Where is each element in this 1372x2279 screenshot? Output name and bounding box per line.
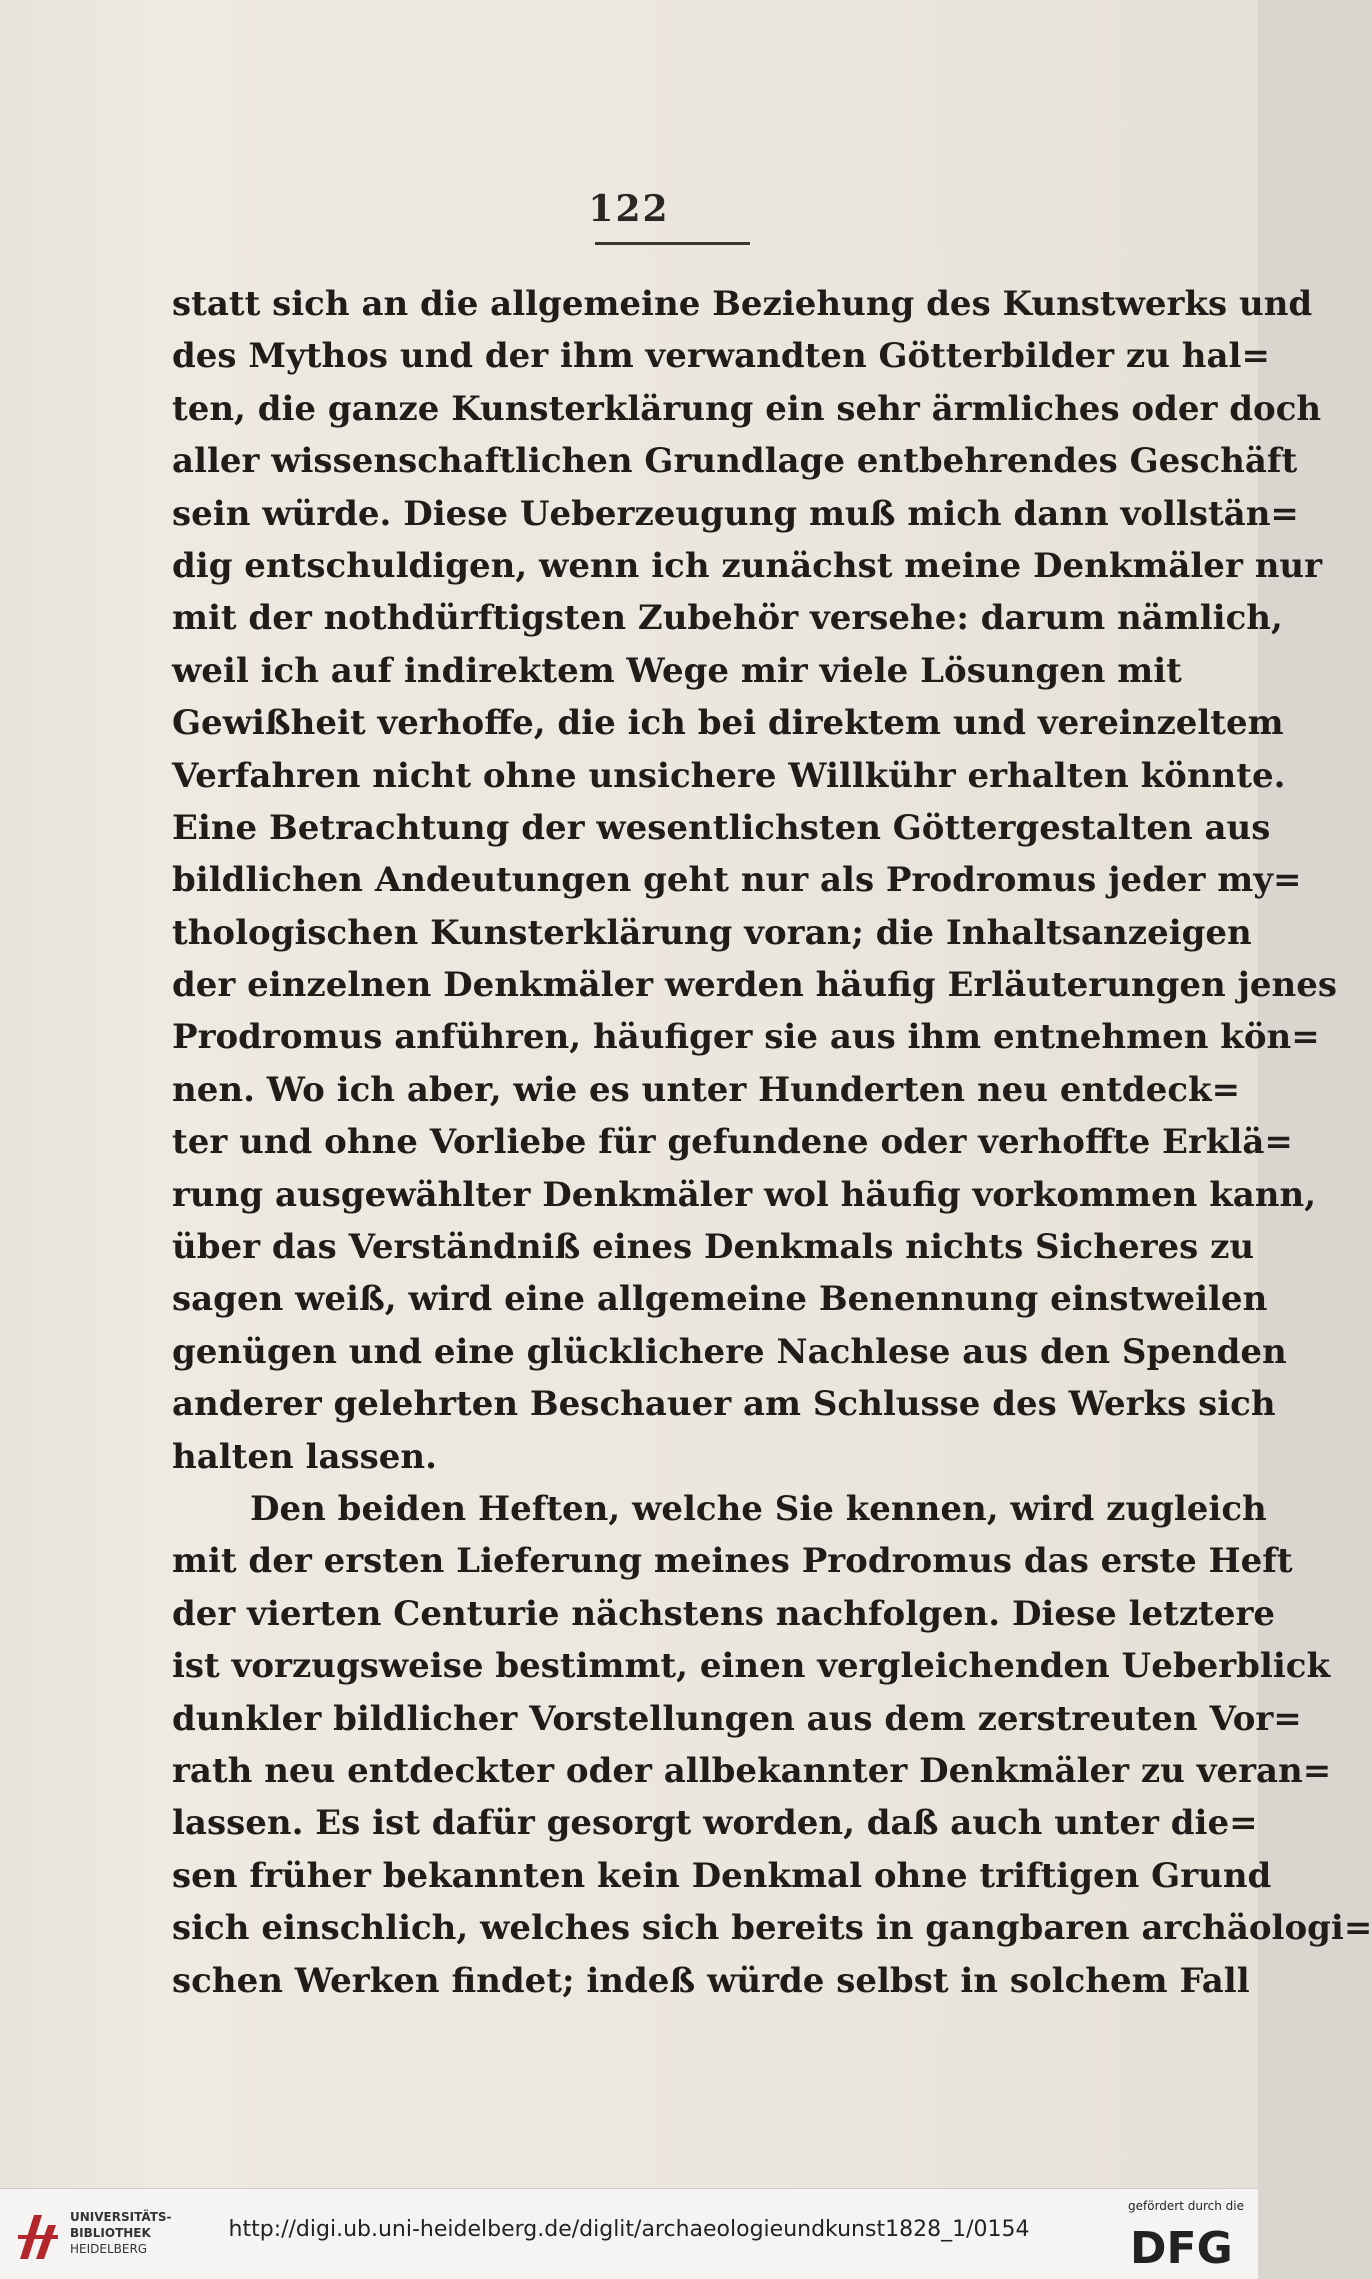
text-line: nen. Wo ich aber, wie es unter Hunderten neu entdeck=	[172, 1069, 1241, 1110]
page-number-rule	[595, 242, 750, 245]
text-line: ist vorzugsweise bestimmt, einen vergleichenden Ueberblick	[172, 1646, 1331, 1687]
text-line: halten lassen.	[172, 1436, 437, 1477]
text-line: Den beiden Heften, welche Sie kennen, wird zugleich	[250, 1488, 1267, 1529]
dfg-logo-icon[interactable]	[1128, 2219, 1244, 2274]
text-line: ter und ohne Vorliebe für gefundene oder verhoffte Erklä=	[172, 1122, 1293, 1163]
text-line: der vierten Centurie nächstens nachfolgen. Diese letztere	[172, 1593, 1276, 1634]
library-name-line: UNIVERSITÄTS-	[70, 2210, 172, 2224]
text-line: rath neu entdeckter oder allbekannter Denkmäler zu veran=	[172, 1750, 1332, 1791]
text-line: über das Verständniß eines Denkmals nichts Sicheres zu	[172, 1227, 1255, 1268]
text-line: Gewißheit verhoffe, die ich bei direktem und vereinzeltem	[172, 703, 1284, 744]
library-name-line: BIBLIOTHEK	[70, 2226, 151, 2240]
text-line: der einzelnen Denkmäler werden häufig Erläuterungen jenes	[172, 965, 1338, 1006]
text-line: aller wissenschaftlichen Grundlage entbehrendes Geschäft	[172, 441, 1298, 482]
viewer-footer	[0, 2188, 1258, 2279]
text-line: Prodromus anführen, häufiger sie aus ihm entnehmen kön=	[172, 1017, 1320, 1058]
text-line: dig entschuldigen, wenn ich zunächst meine Denkmäler nur	[172, 545, 1323, 586]
dfg-logo-text: DFG	[1130, 2223, 1233, 2274]
text-line: sein würde. Diese Ueberzeugung muß mich dann vollstän=	[172, 493, 1299, 534]
body-text	[172, 278, 1372, 2007]
page-number: 122	[588, 188, 670, 230]
funder-caption: gefördert durch die	[1128, 2199, 1244, 2213]
library-name-line: HEIDELBERG	[70, 2242, 148, 2256]
text-line: des Mythos und der ihm verwandten Götterbilder zu hal=	[172, 336, 1270, 377]
text-line: rung ausgewählter Denkmäler wol häufig vorkommen kann,	[172, 1174, 1317, 1215]
text-line: Eine Betrachtung der wesentlichsten Göttergestalten aus	[172, 807, 1271, 848]
text-line: mit der ersten Lieferung meines Prodromus das erste Heft	[172, 1541, 1293, 1582]
text-line: thologischen Kunsterklärung voran; die Inhaltsanzeigen	[172, 912, 1252, 953]
text-line: anderer gelehrten Beschauer am Schlusse des Werks sich	[172, 1384, 1276, 1425]
text-line: lassen. Es ist dafür gesorgt worden, daß auch unter die=	[172, 1803, 1258, 1844]
text-line: weil ich auf indirektem Wege mir viele Lösungen mit	[172, 650, 1182, 691]
text-line: dunkler bildlicher Vorstellungen aus dem zerstreuten Vor=	[172, 1698, 1302, 1739]
text-line: genügen und eine glücklichere Nachlese aus den Spenden	[172, 1331, 1287, 1372]
text-line: sagen weiß, wird eine allgemeine Benennung einstweilen	[172, 1279, 1268, 1320]
text-line: mit der nothdürftigsten Zubehör versehe: darum nämlich,	[172, 598, 1283, 639]
text-line: Verfahren nicht ohne unsichere Willkühr erhalten könnte.	[172, 755, 1286, 796]
permalink-url[interactable]: http://digi.ub.uni-heidelberg.de/diglit/archaeologieundkunst1828_1/0154	[228, 2217, 1030, 2242]
text-line: sen früher bekannten kein Denkmal ohne triftigen Grund	[172, 1855, 1272, 1896]
text-line: statt sich an die allgemeine Beziehung des Kunstwerks und	[172, 284, 1313, 324]
text-line: schen Werken findet; indeß würde selbst in solchem Fall	[172, 1960, 1250, 2001]
text-line: bildlichen Andeutungen geht nur als Prodromus jeder my=	[172, 860, 1302, 901]
text-line: sich einschlich, welches sich bereits in gangbaren archäologi=	[172, 1908, 1372, 1949]
text-line: ten, die ganze Kunsterklärung ein sehr ärmliches oder doch	[172, 388, 1322, 429]
